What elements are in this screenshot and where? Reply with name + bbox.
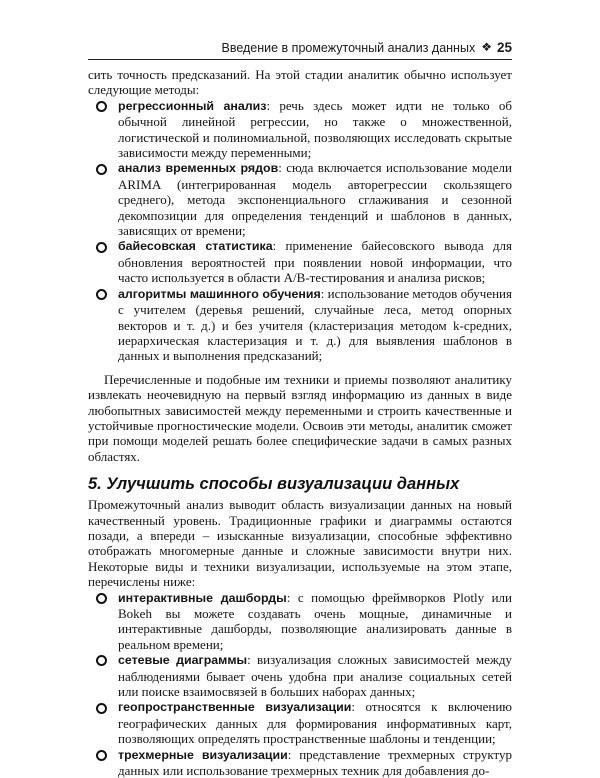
list-item-text: : использование методов обучения с учителем (деревья решений, случайные леса, метод опорных векторов и т. д.) и без учителя (кластеризация методом k-средних, иерархическая кластеризация и т. д.) для выявления шаблонов в данных и выполнения предсказаний; bbox=[118, 285, 512, 364]
list-item-term: сетевые диаграммы bbox=[118, 653, 248, 668]
circle-bullet-icon bbox=[96, 655, 107, 666]
section-paragraph: Промежуточный анализ выводит область визуализации данных на новый качественный уровень. Традиционные графики и диаграммы остаются позади, а впереди – изысканные визуализации, способные эффективно отображать многомерные данные и сложные зависимости внутри них. Некоторые виды и техники визуализации, используемые на этом этапе, перечислены ниже: bbox=[88, 497, 512, 590]
list-item-text: : сюда включается использование модели ARIMA (интегрированная модель авторегрессии скользящего среднего), метода экспоненциального сглаживания и сезонной декомпозиции для определения тенденций и шаблонов в данных, зависящих от времени; bbox=[118, 160, 512, 239]
circle-bullet-icon bbox=[96, 101, 107, 112]
list-item-term: анализ временных рядов bbox=[118, 161, 279, 176]
list-item-text: : применение байесовского вывода для обновления вероятностей при появлении новой информации, что часто используется в области A/B-тестирования и анализа рисков; bbox=[118, 238, 512, 286]
list-item-term: байесовская статистика bbox=[118, 239, 273, 254]
running-title: Введение в промежуточный анализ данных bbox=[221, 41, 476, 55]
list-item-text: : визуализация сложных зависимостей между наблюдениями бывает очень удобна при анализе социальных сетей или поиске взаимосвязей в больших наборах данных; bbox=[118, 652, 512, 700]
summary-paragraph: Перечисленные и подобные им техники и приемы позволяют аналитику извлекать неочевидную на первый взгляд информацию из данных в виде любопытных зависимостей между переменными и строить качественные и устойчивые прогностические модели. Освоив эти методы, аналитик сможет при помощи моделей решать более специфические задачи в самых разных областях. bbox=[88, 371, 512, 464]
running-header bbox=[96, 40, 512, 55]
list-item-term: геопространственные визуализации bbox=[118, 700, 352, 715]
list-item-text: : речь здесь может идти не только об обычной линейной регрессии, но также о множественной, логистической и полиномиальной, позволяющих исследовать скрытые зависимости между переменными; bbox=[118, 97, 512, 161]
intro-paragraph: сить точность предсказаний. На этой стадии аналитик обычно использует следующие методы: bbox=[88, 67, 512, 98]
circle-bullet-icon bbox=[96, 164, 107, 175]
list-item bbox=[88, 590, 512, 653]
list-item-term: алгоритмы машинного обучения bbox=[118, 286, 321, 301]
section-heading: 5. Улучшить способы визуализации данных bbox=[88, 475, 460, 494]
list-item-term: трехмерные визуализации bbox=[118, 747, 288, 762]
list-item-term: интерактивные дашборды bbox=[118, 590, 287, 605]
list-item bbox=[88, 238, 512, 285]
list-item bbox=[88, 286, 512, 364]
circle-bullet-icon bbox=[96, 242, 107, 253]
methods-list bbox=[88, 98, 512, 364]
circle-bullet-icon bbox=[96, 750, 107, 761]
list-item-text: : с помощью фреймворков Plotly или Bokeh вы можете создавать очень мощные, динамичные и интерактивные дашборды, позволяющие анализировать данные в реальном времени; bbox=[118, 589, 513, 652]
ornament-icon: ❖ bbox=[481, 40, 492, 54]
list-item bbox=[88, 652, 512, 699]
list-item bbox=[88, 160, 512, 238]
circle-bullet-icon bbox=[96, 289, 107, 300]
list-item bbox=[88, 98, 512, 161]
page-body bbox=[88, 67, 512, 778]
list-item-term: регрессионный анализ bbox=[118, 98, 267, 113]
list-item bbox=[88, 699, 512, 746]
circle-bullet-icon bbox=[96, 593, 107, 604]
page-number: 25 bbox=[496, 40, 512, 55]
header-rule bbox=[88, 59, 512, 60]
circle-bullet-icon bbox=[96, 703, 107, 714]
list-item bbox=[88, 747, 512, 778]
list-item-text: : представление трехмерных структур данных или использование трехмерных техник для добавления до- bbox=[118, 746, 512, 778]
list-item-text: : относятся к включению географических данных для формирования информативных карт, позволяющих определять пространственные шаблоны и тенденции; bbox=[118, 699, 512, 747]
